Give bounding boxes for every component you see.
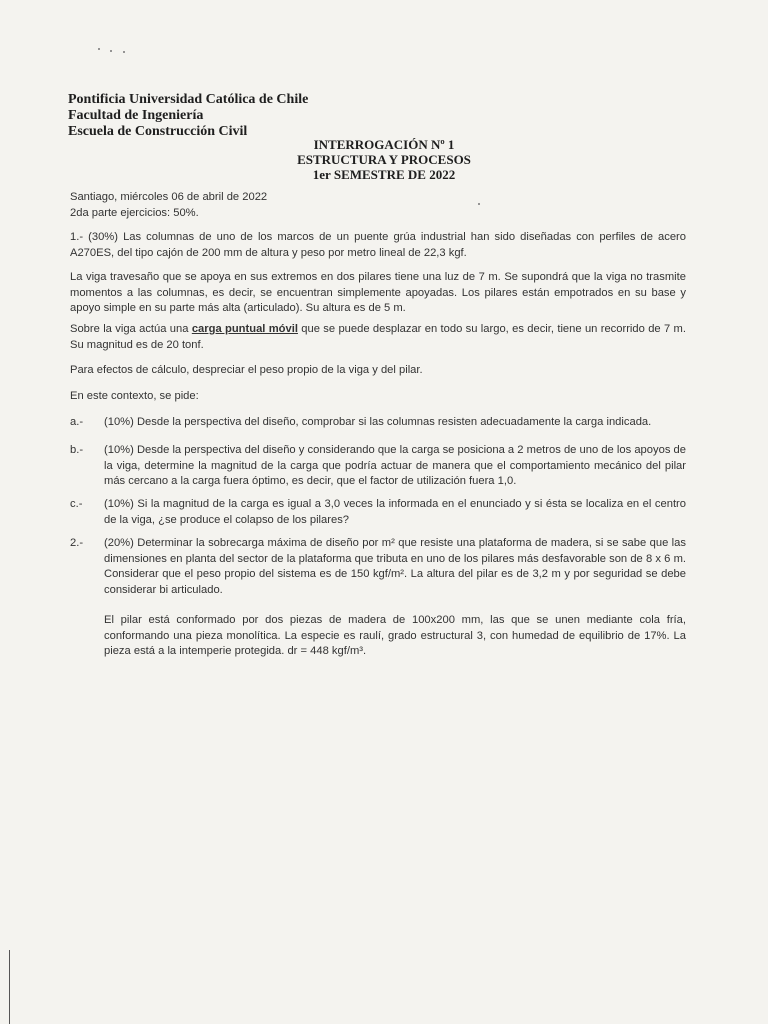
item-text: (10%) Si la magnitud de la carga es igual a 3,0 veces la informada en el enunciado y si ésta se localiza en el centro de la viga, ¿se produce el colapso de los pilares? (104, 498, 686, 526)
exam-title: INTERROGACIÓN Nº 1 (313, 137, 455, 152)
exam-part: 2da parte ejercicios: 50%. (70, 206, 199, 219)
exam-date: Santiago, miércoles 06 de abril de 2022 (70, 191, 268, 203)
question-2-paragraph-2: El pilar está conformado por dos piezas de madera de 100x200 mm, las que se unen mediante cola fría, conformando una pieza monolítica. La especie es raulí, grado estructural 3, con humedad de equilibrio de 17%. La pieza está a la intemperie protegida. dr = 448 kgf/m³. (104, 614, 686, 657)
scan-edge-line (9, 950, 10, 1024)
paragraph-text-after: que se puede desplazar en todo su largo, es decir, tiene un recorrido de 7 m. Su magnitud es de 20 tonf. (70, 323, 686, 351)
scan-speck (98, 48, 100, 50)
question-1-paragraph-3 (70, 322, 686, 353)
course-name: ESTRUCTURA Y PROCESOS (297, 152, 471, 167)
item-marker: 2.- (70, 537, 84, 549)
semester: 1er SEMESTRE DE 2022 (312, 167, 456, 182)
scan-speck (123, 51, 125, 53)
exam-title-block (0, 137, 768, 182)
institution-block (68, 92, 308, 140)
item-text: (10%) Desde la perspectiva del diseño, comprobar si las columnas resisten adecuadamente la carga indicada. (104, 416, 652, 428)
item-marker: c.- (70, 498, 83, 510)
item-text: (10%) Desde la perspectiva del diseño y considerando que la carga se posiciona a 2 metros de uno de los apoyos de la viga, determine la magnitud de la carga que podría actuar de manera que el comportamiento mecánico del pilar más cercano a la carga fuera óptimo, es decir, que el factor de utilización fuera 1,0. (104, 444, 686, 487)
list-item (70, 443, 686, 490)
scan-speck (478, 203, 480, 205)
school-name: Escuela de Construcción Civil (68, 124, 248, 139)
item-marker: a.- (70, 416, 84, 428)
emphasized-term: carga puntual móvil (191, 323, 298, 335)
list-item (70, 497, 686, 528)
question-2 (70, 536, 686, 660)
question-1-paragraph-2: La viga travesaño que se apoya en sus extremos en dos pilares tiene una luz de 7 m. Se supondrá que la viga no trasmite momentos a las columnas, es decir, se encuentran simplemente apoyadas. Los pilares están empotrados en su base y apoyo simple en su parte más alta (articulado). Su altura es de 5 m. (70, 271, 686, 314)
list-item (70, 415, 686, 431)
item-marker: b.- (70, 444, 84, 456)
question-1-paragraph-4: Para efectos de cálculo, despreciar el peso propio de la viga y del pilar. (70, 364, 423, 376)
question-1-paragraph-5: En este contexto, se pide: (70, 390, 199, 402)
university-name: Pontificia Universidad Católica de Chile (68, 92, 309, 107)
question-2-paragraph-1: (20%) Determinar la sobrecarga máxima de diseño por m² que resiste una plataforma de madera, si se sabe que las dimensiones en planta del sector de la plataforma que tributa en uno de los pilares más desfavorable son de 8 x 6 m. Considerar que el peso propio del sistema es de 150 kgf/m². La altura del pilar es de 3,2 m y por seguridad se debe considerar bi articulado. (104, 537, 686, 596)
exam-meta (70, 190, 686, 221)
question-1-paragraph-1: 1.- (30%) Las columnas de uno de los marcos de un puente grúa industrial han sido diseñadas con perfiles de acero A270ES, del tipo cajón de 200 mm de altura y peso por metro lineal de 22,3 kgf. (70, 231, 686, 259)
faculty-name: Facultad de Ingeniería (68, 108, 204, 123)
paragraph-text-before: Sobre la viga actúa una (70, 323, 192, 335)
scan-speck (110, 50, 112, 52)
